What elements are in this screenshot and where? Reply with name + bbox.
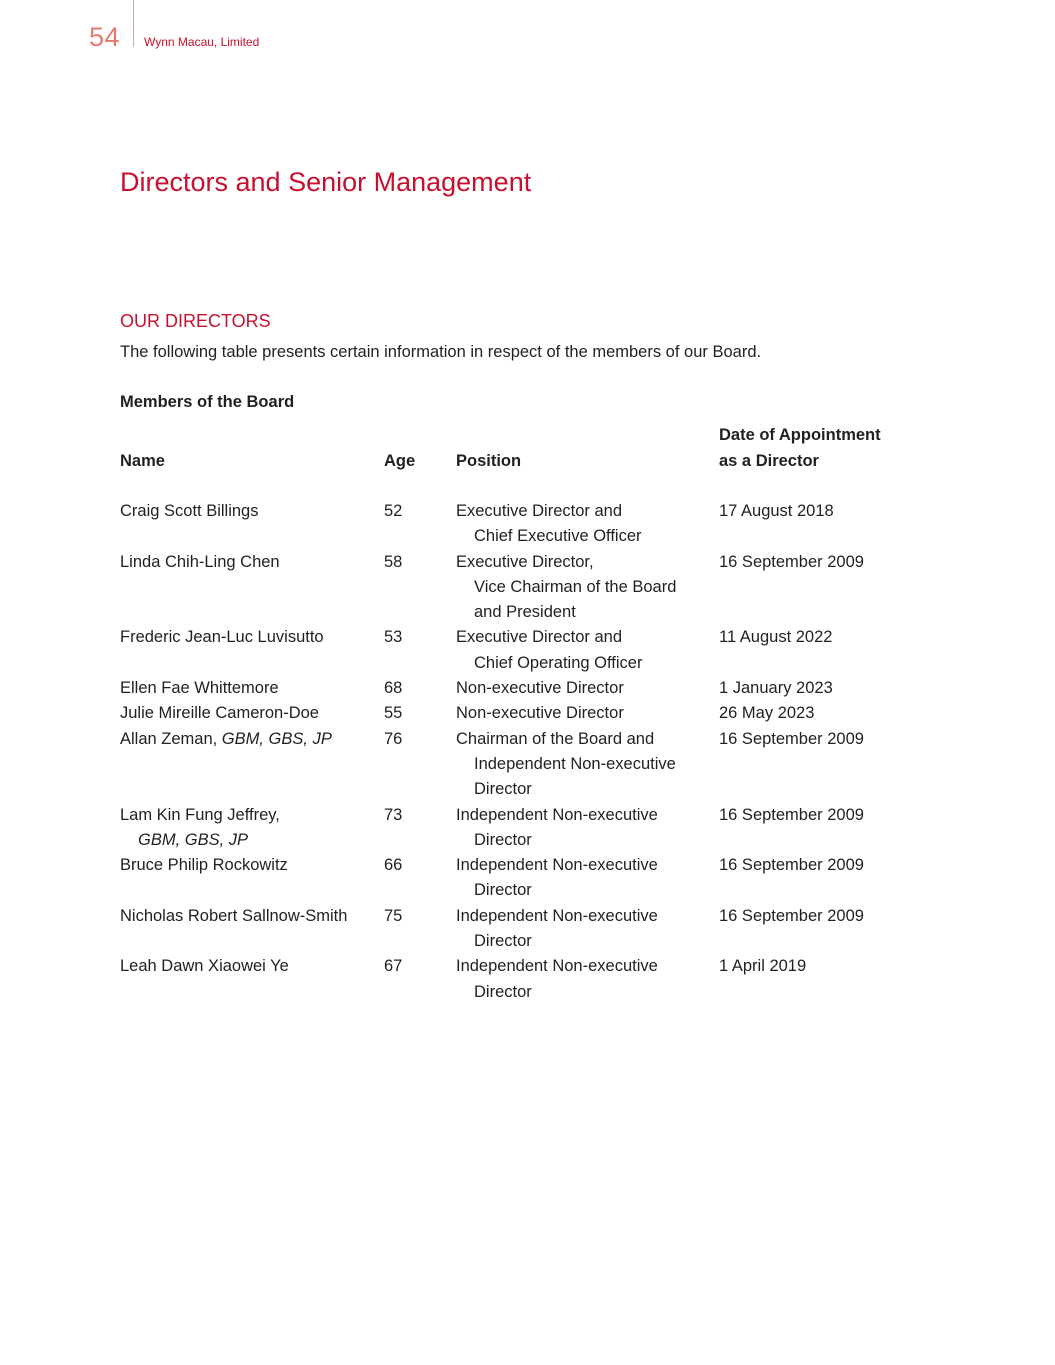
position-line: Chief Operating Officer <box>474 653 643 672</box>
position-line: Independent Non-executive <box>456 906 658 925</box>
director-name-line <box>120 550 384 575</box>
director-name-line <box>120 727 384 752</box>
director-position <box>456 904 719 955</box>
director-position <box>456 550 719 626</box>
table-row <box>120 954 920 1005</box>
section-heading: OUR DIRECTORS <box>120 311 271 331</box>
appointment-date: 17 August 2018 <box>719 502 834 520</box>
table-body <box>120 499 920 1005</box>
director-age: 67 <box>384 957 403 976</box>
director-age: 53 <box>384 628 403 647</box>
page-number: 54 <box>89 22 121 52</box>
position-line: Director <box>474 780 532 799</box>
director-age: 52 <box>384 502 403 520</box>
position-line: Executive Director and <box>456 628 622 647</box>
intro-text: The following table presents certain information in respect of the members of our Board. <box>120 343 762 361</box>
director-age: 73 <box>384 805 403 824</box>
position-line: Non-executive Director <box>456 679 624 698</box>
table-header-row <box>120 424 920 474</box>
director-name <box>120 701 384 726</box>
table-caption: Members of the Board <box>120 393 295 411</box>
director-name-line <box>120 701 384 726</box>
director-name-text: Nicholas Robert Sallnow-Smith <box>120 906 348 925</box>
appointment-date: 11 August 2022 <box>719 628 833 647</box>
director-position <box>456 727 719 803</box>
director-age: 55 <box>384 704 403 723</box>
position-line: Non-executive Director <box>456 704 624 723</box>
director-name-text: Linda Chih-Ling Chen <box>120 552 280 571</box>
page-title: Directors and Senior Management <box>120 167 532 197</box>
director-name <box>120 550 384 575</box>
header-name: Name <box>120 451 165 470</box>
director-position <box>456 676 719 701</box>
table-row <box>120 550 920 626</box>
position-line: Director <box>474 881 532 900</box>
director-name-text: Frederic Jean-Luc Luvisutto <box>120 628 324 647</box>
position-line: Executive Director and <box>456 502 622 520</box>
position-line: Director <box>474 982 532 1001</box>
position-line: Independent Non-executive <box>474 754 676 773</box>
appointment-date: 26 May 2023 <box>719 704 815 723</box>
director-name <box>120 625 384 650</box>
director-name <box>120 954 384 979</box>
table-row <box>120 904 920 955</box>
director-name-text: Julie Mireille Cameron-Doe <box>120 704 319 723</box>
appointment-date: 16 September 2009 <box>719 906 864 925</box>
director-age: 58 <box>384 552 403 571</box>
table-row <box>120 625 920 676</box>
position-line: Director <box>474 830 532 849</box>
header-position: Position <box>456 451 522 470</box>
director-name-line <box>120 499 384 524</box>
director-name-text: Craig Scott Billings <box>120 502 259 520</box>
position-line: Chief Executive Officer <box>474 527 642 546</box>
director-position <box>456 853 719 904</box>
director-name-line <box>120 803 384 828</box>
header-date-line2: as a Director <box>719 451 819 470</box>
director-name-text: Ellen Fae Whittemore <box>120 679 279 698</box>
director-position <box>456 499 719 550</box>
header-date-line1: Date of Appointment <box>719 426 881 445</box>
appointment-date: 1 April 2019 <box>719 957 807 976</box>
company-name: Wynn Macau, Limited <box>144 35 260 49</box>
director-name-text: Bruce Philip Rockowitz <box>120 856 288 875</box>
table-row <box>120 803 920 854</box>
appointment-date: 16 September 2009 <box>719 552 864 571</box>
director-age: 76 <box>384 729 403 748</box>
director-name-line <box>120 676 384 701</box>
director-name <box>120 853 384 878</box>
header-divider <box>133 0 134 47</box>
table-row <box>120 853 920 904</box>
position-line: and President <box>474 603 576 622</box>
position-line: Chairman of the Board and <box>456 729 655 748</box>
director-age: 66 <box>384 856 403 875</box>
board-members-table <box>120 424 920 1005</box>
director-name <box>120 803 384 854</box>
table-row <box>120 676 920 701</box>
director-name-line <box>120 954 384 979</box>
table-row <box>120 727 920 803</box>
director-position <box>456 954 719 1005</box>
appointment-date: 16 September 2009 <box>719 805 864 824</box>
director-position <box>456 803 719 854</box>
position-line: Executive Director, <box>456 552 594 571</box>
appointment-date: 16 September 2009 <box>719 729 864 748</box>
director-position <box>456 625 719 676</box>
director-name-line <box>120 904 384 929</box>
director-age: 75 <box>384 906 403 925</box>
header-age: Age <box>384 451 416 470</box>
director-name-text: Leah Dawn Xiaowei Ye <box>120 957 289 976</box>
director-name-text: Allan Zeman, <box>120 729 222 748</box>
director-name <box>120 904 384 929</box>
director-name-text: Lam Kin Fung Jeffrey, <box>120 805 280 824</box>
position-line: Vice Chairman of the Board <box>474 577 677 596</box>
table-row <box>120 701 920 726</box>
director-name <box>120 499 384 524</box>
director-honours: GBM, GBS, JP <box>221 729 332 748</box>
director-honours: GBM, GBS, JP <box>138 830 249 849</box>
director-name <box>120 727 384 752</box>
director-age: 68 <box>384 679 403 698</box>
position-line: Independent Non-executive <box>456 856 658 875</box>
header-date <box>719 423 920 474</box>
director-name-line <box>120 853 384 878</box>
appointment-date: 1 January 2023 <box>719 679 833 698</box>
position-line: Independent Non-executive <box>456 957 658 976</box>
position-line: Independent Non-executive <box>456 805 658 824</box>
table-row <box>120 499 920 550</box>
appointment-date: 16 September 2009 <box>719 856 864 875</box>
director-position <box>456 701 719 726</box>
position-line: Director <box>474 932 532 951</box>
director-name <box>120 676 384 701</box>
director-name-line <box>120 625 384 650</box>
